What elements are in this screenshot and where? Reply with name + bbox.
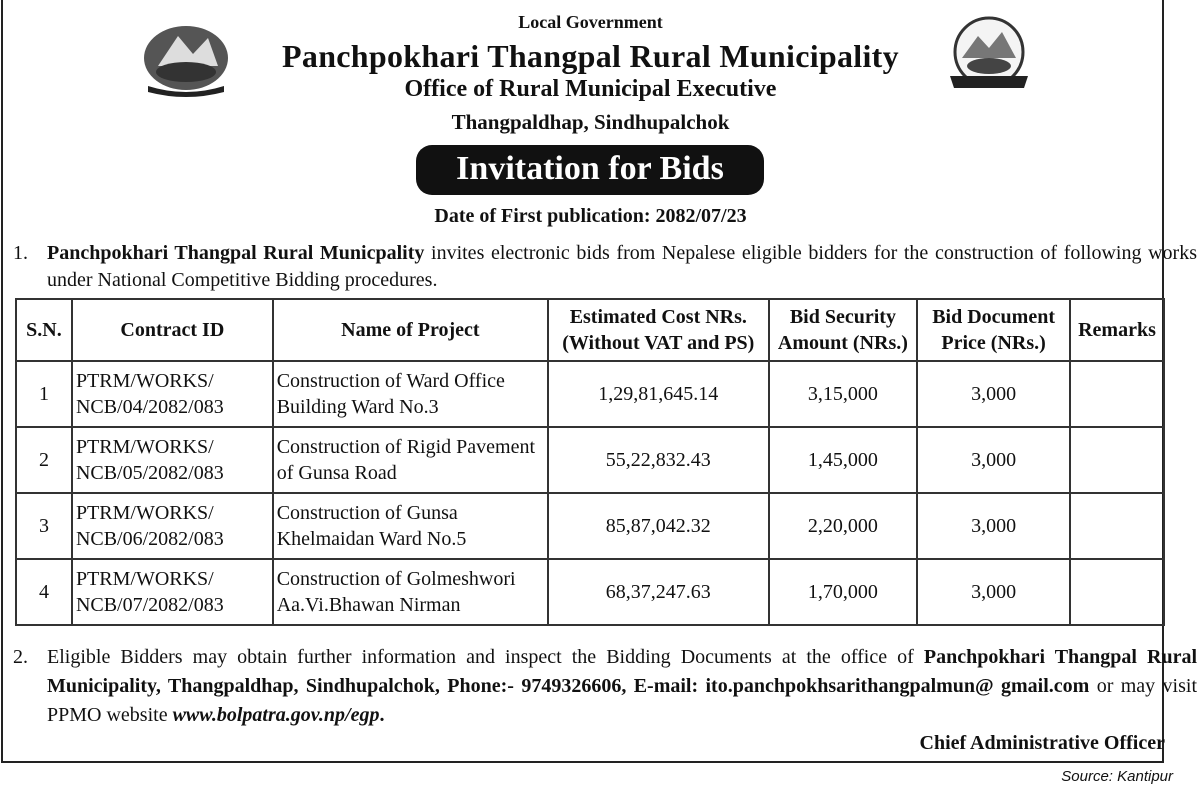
cell-project-name: Construction of Rigid Pavement of Gunsa Road <box>273 427 548 493</box>
ppmo-website-link[interactable]: www.bolpatra.gov.np/egp <box>172 704 380 726</box>
office-name: Office of Rural Municipal Executive <box>404 76 777 102</box>
cell-security: 1,45,000 <box>769 427 918 493</box>
cell-contract-id: PTRM/WORKS/ NCB/06/2082/083 <box>72 493 273 559</box>
cell-cost: 55,22,832.43 <box>548 427 769 493</box>
cell-project-name: Construction of Gunsa Khelmaidan Ward No.5 <box>273 493 548 559</box>
cell-price: 3,000 <box>917 493 1070 559</box>
paragraph-text: invites electronic bids from Nepalese eligible bidders for the construction of following works under National Competitive Bidding procedures. <box>47 242 1197 291</box>
period: . <box>379 704 385 726</box>
cell-security: 2,20,000 <box>769 493 918 559</box>
cell-remarks <box>1070 361 1164 427</box>
cell-contract-id: PTRM/WORKS/ NCB/07/2082/083 <box>72 559 273 625</box>
cell-cost: 1,29,81,645.14 <box>548 361 769 427</box>
publication-date: Date of First publication: 2082/07/23 <box>434 205 747 227</box>
paragraph-number: 1. <box>13 242 28 264</box>
notice-title: Invitation for Bids <box>416 145 764 195</box>
municipality-name: Panchpokhari Thangpal Rural Municipality <box>282 38 899 74</box>
paragraph-text: or may visit PPMO website <box>47 675 1197 726</box>
cell-contract-id: PTRM/WORKS/ NCB/05/2082/083 <box>72 427 273 493</box>
cell-security: 1,70,000 <box>769 559 918 625</box>
cell-sn: 4 <box>16 559 72 625</box>
contact-details: Panchpokhari Thangpal Rural Municipality, Thangpaldhap, Sindhupalchok, Phone:- 9749326606, E-mail: ito.panchpokhsarithangpalmun@ gmail.com <box>47 646 1197 697</box>
cell-remarks <box>1070 559 1164 625</box>
cell-cost: 85,87,042.32 <box>548 493 769 559</box>
cell-cost: 68,37,247.63 <box>548 559 769 625</box>
cell-price: 3,000 <box>917 559 1070 625</box>
table-row <box>16 559 1164 625</box>
header-remarks: Remarks <box>1070 299 1164 361</box>
paragraph-number: 2. <box>13 646 28 668</box>
header-estimated-cost: Estimated Cost NRs. (Without VAT and PS) <box>548 299 769 361</box>
cell-contract-id: PTRM/WORKS/ NCB/04/2082/083 <box>72 361 273 427</box>
cell-price: 3,000 <box>917 427 1070 493</box>
paragraph-1 <box>15 240 1197 294</box>
cell-price: 3,000 <box>917 361 1070 427</box>
header-project-name: Name of Project <box>273 299 548 361</box>
cell-remarks <box>1070 427 1164 493</box>
cell-project-name: Construction of Ward Office Building Ward No.3 <box>273 361 548 427</box>
source-credit: Source: Kantipur <box>1061 768 1173 785</box>
table-header-row <box>16 299 1164 361</box>
office-location: Thangpaldhap, Sindhupalchok <box>451 110 730 134</box>
table-row <box>16 361 1164 427</box>
municipality-bold: Panchpokhari Thangpal Rural Municpality <box>47 242 425 264</box>
cell-project-name: Construction of Golmeshwori Aa.Vi.Bhawan Nirman <box>273 559 548 625</box>
cell-sn: 3 <box>16 493 72 559</box>
signatory: Chief Administrative Officer <box>919 732 1165 754</box>
header-bid-security: Bid Security Amount (NRs.) <box>769 299 918 361</box>
table-row <box>16 493 1164 559</box>
cell-sn: 1 <box>16 361 72 427</box>
cell-security: 3,15,000 <box>769 361 918 427</box>
local-government-label: Local Government <box>518 12 663 32</box>
table-row <box>16 427 1164 493</box>
header-sn: S.N. <box>16 299 72 361</box>
bids-table <box>15 298 1165 626</box>
cell-sn: 2 <box>16 427 72 493</box>
cell-remarks <box>1070 493 1164 559</box>
header-document-price: Bid Document Price (NRs.) <box>917 299 1070 361</box>
header-contract-id: Contract ID <box>72 299 273 361</box>
paragraph-2 <box>15 643 1197 730</box>
paragraph-text: Eligible Bidders may obtain further information and inspect the Bidding Documents at the office of <box>47 646 924 668</box>
